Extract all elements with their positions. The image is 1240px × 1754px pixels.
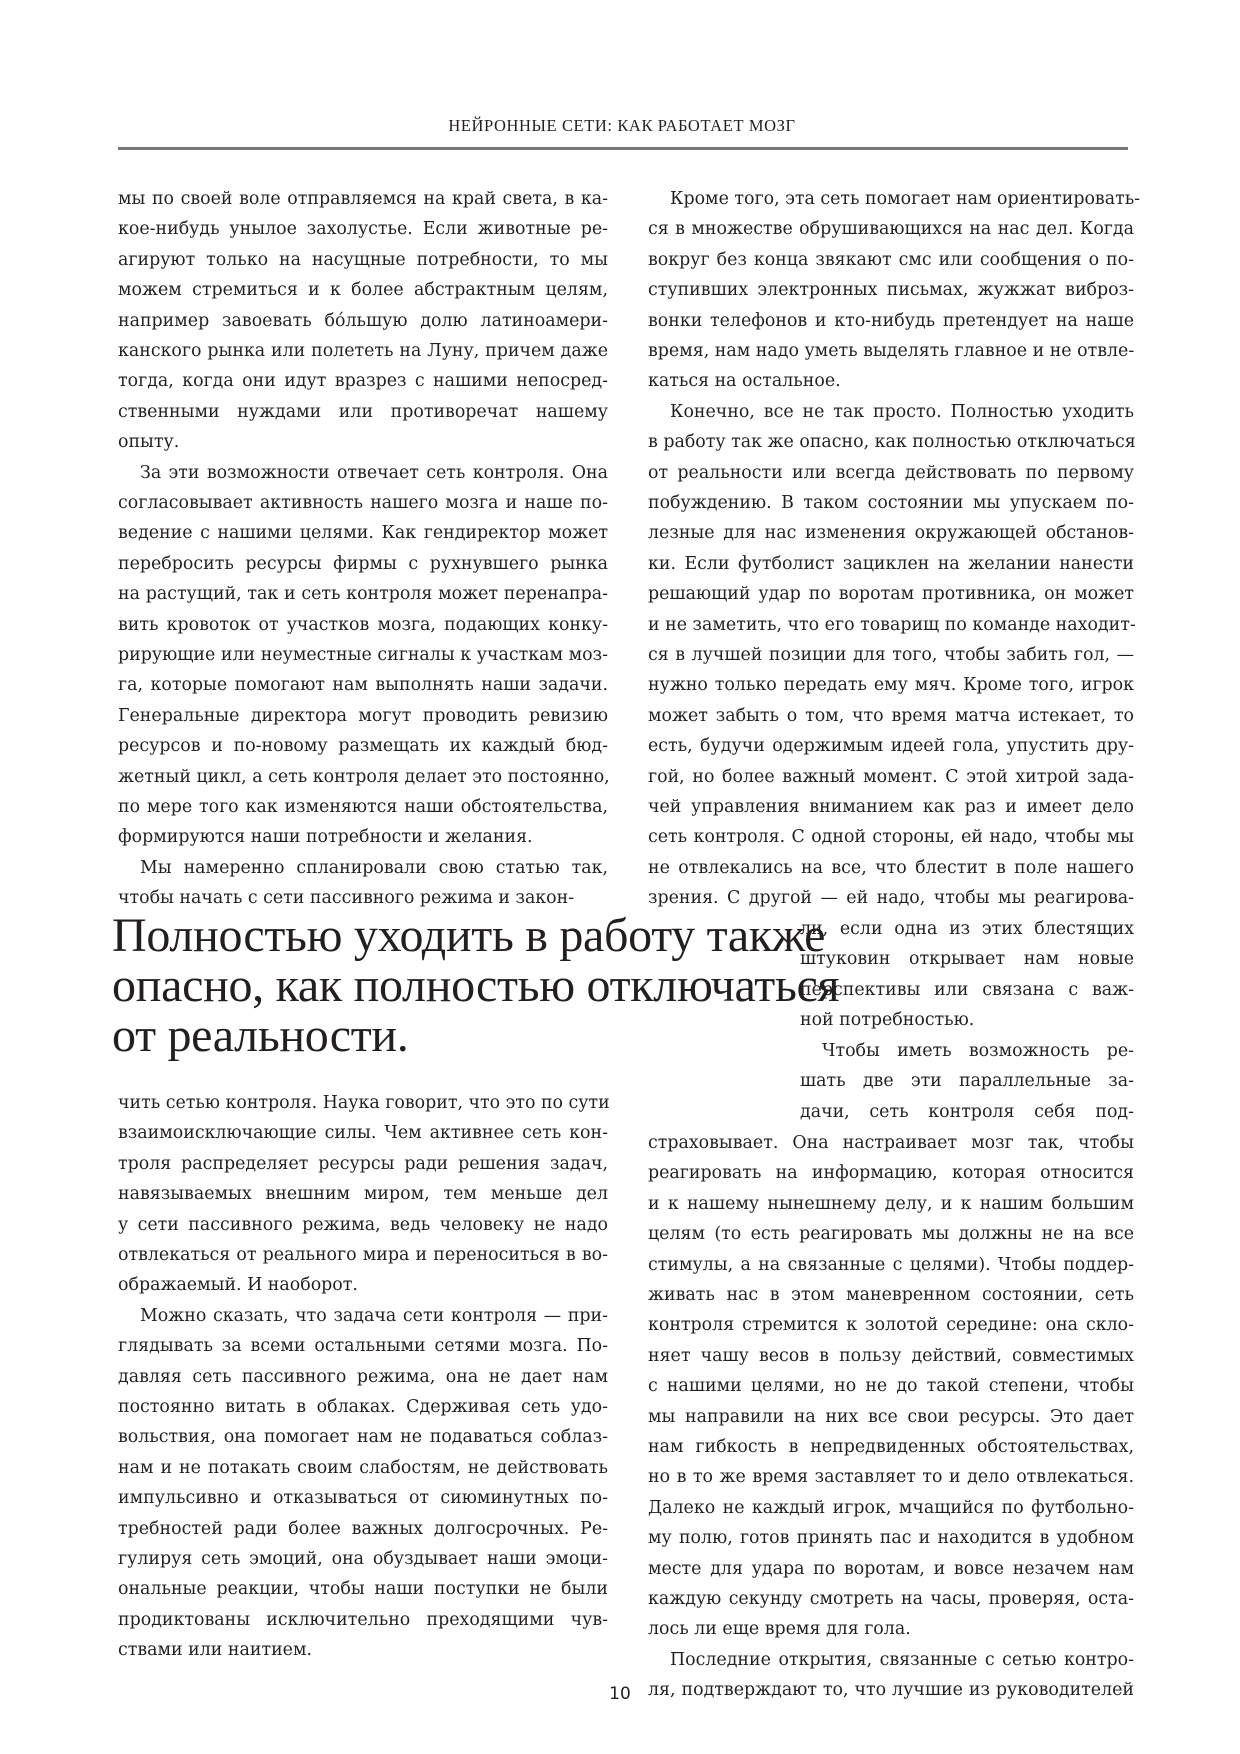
- text-line: вольствия, она помогает нам не подаваться соблаз-: [118, 1427, 608, 1448]
- text-line: Генеральные директора могут проводить ревизию: [118, 705, 608, 726]
- text-line: целям (то есть реагировать мы должны не на все: [648, 1224, 1134, 1245]
- text-line: лезные для нас изменения окружающей обстанов-: [648, 523, 1134, 544]
- text-line: навязываемых внешним миром, тем меньше дел: [118, 1184, 608, 1205]
- text-line: мы направили на них все свои ресурсы. Это дает: [648, 1406, 1134, 1427]
- text-line: месте для удара по воротам, и вовсе незачем нам: [648, 1558, 1134, 1579]
- text-line: взаимоисключающие силы. Чем активнее сеть кон-: [118, 1123, 608, 1144]
- text-line: в работу так же опасно, как полностью отключаться: [648, 432, 1136, 453]
- text-line: глядывать за всеми остальными сетями мозга. По-: [118, 1336, 608, 1357]
- text-line: страховывает. Она настраивает мозг так, чтобы: [648, 1133, 1134, 1153]
- text-line: лось ли еще время для гола.: [648, 1619, 911, 1640]
- text-line: Далеко не каждый игрок, мчащийся по футбольно-: [648, 1497, 1134, 1518]
- text-line: постоянно витать в облаках. Сдерживая сеть удо-: [118, 1397, 608, 1417]
- text-line: нужно только передать ему мяч. Кроме того, игрок: [648, 675, 1134, 696]
- text-line: му полю, готов принять пас и находится в удобном: [648, 1528, 1134, 1549]
- text-line: вонки телефонов и кто-нибудь претендует на наше: [648, 310, 1134, 331]
- text-line: требностей ради более важных долгосрочных. Ре-: [118, 1518, 608, 1539]
- text-line: побуждению. В таком состоянии мы упускаем по-: [648, 493, 1134, 513]
- text-line: га, которые помогают нам выполнять наши задачи.: [118, 675, 608, 696]
- text-line: Можно сказать, что задача сети контроля — при-: [140, 1305, 608, 1326]
- text-line: кое-нибудь унылое захолустье. Если животные ре-: [118, 219, 608, 240]
- text-line: чить сетью контроля. Наука говорит, что это по сути: [118, 1093, 610, 1113]
- text-line: ся в лучшей позиции для того, чтобы забить гол, —: [648, 645, 1134, 665]
- text-line: на растущий, так и сеть контроля может перенапра-: [118, 584, 608, 605]
- text-line: реагировать на информацию, которая относится: [648, 1163, 1134, 1184]
- text-line: может забыть о том, что время матча истекает, то: [648, 705, 1134, 726]
- text-line: Конечно, все не так просто. Полностью уходить: [670, 401, 1134, 422]
- text-line: отвлекаться от реального мира и переноситься в во-: [118, 1245, 608, 1265]
- text-line: жетный цикл, а сеть контроля делает это постоянно,: [118, 766, 610, 787]
- text-line: Мы намеренно спланировали свою статью так,: [140, 857, 608, 878]
- text-line: вокруг без конца звякают смс или сообщения о по-: [648, 249, 1134, 270]
- header-rule: [118, 147, 1128, 150]
- text-line: За эти возможности отвечает сеть контроля. Она: [140, 462, 608, 483]
- text-line: но в то же время заставляет то и дело отвлекаться.: [648, 1467, 1134, 1488]
- text-line: решающий удар по воротам противника, он может: [648, 584, 1134, 605]
- text-line: ступивших электронных письмах, жужжат виброз-: [648, 280, 1134, 301]
- text-line: стимулы, а на связанные с целями). Чтобы поддер-: [648, 1254, 1134, 1275]
- text-line: и к нашему нынешнему делу, и к нашим большим: [648, 1193, 1134, 1214]
- text-line: по мере того как изменяются наши обстоятельства,: [118, 797, 608, 817]
- text-line: нам гибкость в непредвиденных обстоятельствах,: [648, 1437, 1134, 1457]
- text-line: ки. Если футболист зациклен на желании нанести: [648, 553, 1134, 574]
- text-line: чтобы начать с сети пассивного режима и закон-: [118, 888, 575, 909]
- text-line: формируются наши потребности и желания.: [118, 827, 533, 848]
- text-line: ствами или наитием.: [118, 1640, 313, 1661]
- text-line: Чтобы иметь возможность ре-: [822, 1041, 1134, 1061]
- text-line: канского рынка или полететь на Луну, причем даже: [118, 341, 608, 361]
- text-line: няет чашу весов в пользу действий, совместимых: [648, 1345, 1134, 1366]
- text-line: Кроме того, эта сеть помогает нам ориентировать-: [670, 189, 1141, 209]
- text-line: можем стремиться и к более абстрактным целям,: [118, 280, 608, 301]
- text-line: тогда, когда они идут вразрез с нашими непосред-: [118, 371, 608, 392]
- pull-quote-line: от реальности.: [112, 1009, 409, 1062]
- text-line: давляя сеть пассивного режима, она не дает нам: [118, 1366, 608, 1387]
- text-line: агируют только на насущные потребности, то мы: [118, 249, 608, 270]
- text-line: не отвлекались на все, что блестит в поле нашего: [648, 857, 1134, 878]
- running-header: НЕЙРОННЫЕ СЕТИ: КАК РАБОТАЕТ МОЗГ: [448, 116, 796, 135]
- text-line: есть, будучи одержимым идеей гола, упустить дру-: [648, 736, 1134, 757]
- text-line: перебросить ресурсы фирмы с рухнувшего рынка: [118, 553, 608, 574]
- text-line: ся в множестве обрушивающихся на нас дел. Когда: [648, 219, 1134, 240]
- text-line: троля распределяет ресурсы ради решения задач,: [118, 1153, 608, 1174]
- text-line: гулируя сеть эмоций, она обуздывает наши эмоци-: [118, 1549, 608, 1569]
- text-line: время, нам надо уметь выделять главное и не отвле-: [648, 341, 1135, 361]
- text-line: ображаемый. И наоборот.: [118, 1275, 358, 1296]
- text-line: с нашими целями, но не до такой степени, чтобы: [648, 1376, 1134, 1397]
- text-line: у сети пассивного режима, ведь человеку не надо: [118, 1214, 608, 1235]
- text-line: и не заметить, что его товарищ по команде находит-: [648, 614, 1136, 635]
- text-line: каждую секунду смотреть на часы, проверяя, оста-: [648, 1589, 1134, 1609]
- text-line: контроля стремится к золотой середине: она скло-: [648, 1315, 1134, 1336]
- text-line: зрения. С другой — ей надо, чтобы мы реагирова-: [648, 888, 1134, 909]
- text-line: штуковин открывает нам новые: [800, 949, 1134, 970]
- text-line: от реальности или всегда действовать по первому: [648, 462, 1134, 483]
- text-line: ли, если одна из этих блестящих: [800, 919, 1134, 939]
- text-line: ственными нуждами или противоречат нашему: [118, 401, 608, 422]
- text-line: ресурсов и по-новому размещать их каждый бюд-: [118, 736, 608, 757]
- text-line: вить кровоток от участков мозга, подающих конку-: [118, 614, 608, 635]
- text-line: ведение с нашими целями. Как гендиректор может: [118, 523, 608, 544]
- text-line: например завоевать бóльшую долю латиноамери-: [118, 310, 608, 331]
- pull-quote-line: Полностью уходить в работу также: [112, 909, 826, 962]
- text-line: ля, подтверждают то, что лучшие из руководителей: [648, 1680, 1134, 1701]
- text-line: нам и не потакать своим слабостям, не действовать: [118, 1457, 608, 1478]
- text-line: продиктованы исключительно преходящими чув-: [118, 1609, 608, 1630]
- text-line: согласовывает активность нашего мозга и наше по-: [118, 493, 608, 513]
- text-line: гой, но более важный момент. С этой хитрой зада-: [648, 766, 1134, 787]
- page-number: 10: [609, 1684, 631, 1704]
- text-line: каться на остальное.: [648, 371, 841, 392]
- text-line: опыту.: [118, 432, 180, 453]
- text-line: сеть контроля. С одной стороны, ей надо, чтобы мы: [648, 827, 1134, 848]
- text-line: живать нас в этом маневренном состоянии, сеть: [648, 1285, 1134, 1305]
- text-line: Последние открытия, связанные с сетью контро-: [670, 1649, 1134, 1670]
- text-line: мы по своей воле отправляемся на край света, в ка-: [118, 189, 608, 209]
- text-line: ной потребностью.: [800, 1010, 975, 1031]
- text-line: шать две эти параллельные за-: [800, 1071, 1134, 1092]
- text-line: рирующие или неуместные сигналы к участкам моз-: [118, 645, 608, 665]
- text-line: дачи, сеть контроля себя под-: [800, 1101, 1134, 1122]
- text-line: перспективы или связана с важ-: [800, 979, 1134, 1000]
- text-line: импульсивно и отказываться от сиюминутных по-: [118, 1488, 608, 1509]
- pull-quote-line: опасно, как полностью отключаться: [112, 959, 840, 1012]
- text-line: ональные реакции, чтобы наши поступки не были: [118, 1579, 608, 1600]
- text-line: чей управления вниманием как раз и имеет дело: [648, 797, 1134, 817]
